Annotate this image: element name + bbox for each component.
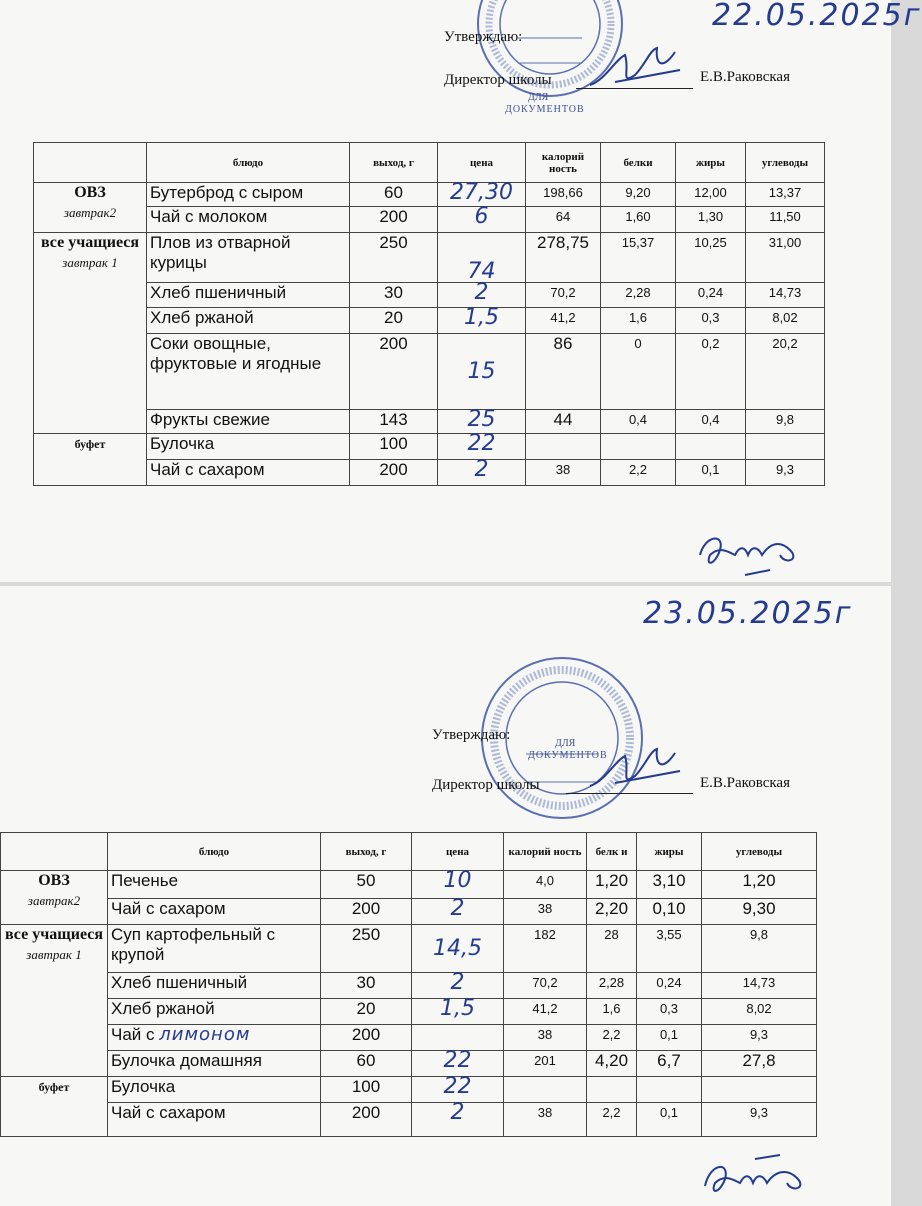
dish-price: 10	[412, 871, 504, 899]
dish-protein: 2,28	[601, 283, 676, 308]
dish-price: 1,5	[438, 308, 526, 334]
dish-out: 200	[321, 899, 412, 925]
director-name: Е.В.Раковская	[700, 775, 790, 791]
table-row	[1, 871, 817, 899]
dish-out: 30	[350, 283, 438, 308]
director-signature-icon	[585, 40, 685, 95]
dish-carbs: 20,2	[746, 334, 825, 410]
table-row	[34, 460, 825, 486]
dish-fat	[637, 1077, 702, 1103]
dish-name: Суп картофельный с крупой	[108, 925, 321, 973]
table-row	[1, 899, 817, 925]
dish-protein: 15,37	[601, 233, 676, 283]
dish-name: Хлеб пшеничный	[147, 283, 350, 308]
dish-fat: 0,1	[676, 460, 746, 486]
header-fat: жиры	[676, 143, 746, 183]
header-protein: белки	[601, 143, 676, 183]
dish-protein	[587, 1077, 637, 1103]
dish-carbs: 11,50	[746, 207, 825, 233]
dish-name: Хлеб ржаной	[108, 999, 321, 1025]
group-ovz: ОВЗ завтрак2	[1, 871, 108, 925]
dish-fat: 0,3	[637, 999, 702, 1025]
dish-price: 2	[412, 899, 504, 925]
dish-price: 2	[412, 973, 504, 999]
dish-price: 22	[412, 1077, 504, 1103]
header-group	[1, 833, 108, 871]
dish-fat: 1,30	[676, 207, 746, 233]
dish-kcal	[504, 1077, 587, 1103]
group-buffet: буфет	[1, 1077, 108, 1137]
dish-protein: 0,4	[601, 410, 676, 434]
header-out: выход, г	[350, 143, 438, 183]
menu-sheet-day1	[0, 0, 922, 582]
dish-name: Хлеб ржаной	[147, 308, 350, 334]
dish-fat: 0,4	[676, 410, 746, 434]
dish-out: 60	[321, 1051, 412, 1077]
table-row	[1, 999, 817, 1025]
director-signature-icon	[585, 741, 685, 796]
dish-kcal: 201	[504, 1051, 587, 1077]
dish-name: Бутерброд с сыром	[147, 183, 350, 207]
dish-fat: 0,24	[637, 973, 702, 999]
table-row	[34, 283, 825, 308]
handwritten-dish-addition: лимоном	[159, 1024, 251, 1045]
dish-kcal: 41,2	[504, 999, 587, 1025]
table-row	[34, 434, 825, 460]
dish-out: 50	[321, 871, 412, 899]
group-ovz: ОВЗ завтрак2	[34, 183, 147, 233]
dish-carbs: 13,37	[746, 183, 825, 207]
dish-kcal: 278,75	[526, 233, 601, 283]
dish-out: 200	[350, 460, 438, 486]
dish-name: Печенье	[108, 871, 321, 899]
dish-out: 100	[321, 1077, 412, 1103]
dish-kcal: 86	[526, 334, 601, 410]
table-row	[1, 1051, 817, 1077]
handwritten-date: 23.05.2025г	[643, 596, 853, 631]
dish-carbs	[746, 434, 825, 460]
footer-signature-icon	[695, 1151, 825, 1206]
header-kcal: калорий ность	[526, 143, 601, 183]
dish-price: 27,30	[438, 183, 526, 207]
dish-fat: 3,10	[637, 871, 702, 899]
header-group	[34, 143, 147, 183]
dish-price: 14,5	[412, 925, 504, 973]
dish-kcal: 38	[504, 1103, 587, 1137]
dish-fat: 3,55	[637, 925, 702, 973]
dish-name: Чай с сахаром	[108, 899, 321, 925]
dish-out: 30	[321, 973, 412, 999]
header-dish: блюдо	[147, 143, 350, 183]
approval-label: Утверждаю:	[432, 727, 511, 743]
dish-out: 250	[321, 925, 412, 973]
dish-name: Булочка	[108, 1077, 321, 1103]
dish-out: 60	[350, 183, 438, 207]
table-row	[34, 233, 825, 283]
dish-protein: 2,20	[587, 899, 637, 925]
dish-protein: 2,28	[587, 973, 637, 999]
table-row	[34, 410, 825, 434]
header-protein: белк и	[587, 833, 637, 871]
dish-kcal: 198,66	[526, 183, 601, 207]
dish-protein: 1,6	[601, 308, 676, 334]
dish-protein: 0	[601, 334, 676, 410]
stamp-text-1: ДЛЯ	[555, 738, 576, 749]
dish-carbs: 9,8	[746, 410, 825, 434]
handwritten-date: 22.05.2025г	[712, 0, 922, 33]
menu-table-day1	[33, 142, 825, 486]
dish-out: 143	[350, 410, 438, 434]
dish-price: 6	[438, 207, 526, 233]
dish-protein: 1,60	[601, 207, 676, 233]
dish-out: 100	[350, 434, 438, 460]
dish-protein: 1,20	[587, 871, 637, 899]
dish-name: Булочка	[147, 434, 350, 460]
header-dish: блюдо	[108, 833, 321, 871]
dish-name: Булочка домашняя	[108, 1051, 321, 1077]
dish-out: 20	[350, 308, 438, 334]
dish-kcal: 70,2	[526, 283, 601, 308]
dish-price: 15	[438, 334, 526, 410]
group-all-students: все учащиеся завтрак 1	[1, 925, 108, 1077]
dish-kcal: 38	[504, 1025, 587, 1051]
dish-price: 2	[438, 283, 526, 308]
dish-name: Чай с лимоном	[108, 1025, 321, 1051]
footer-signature-icon	[690, 525, 810, 580]
dish-kcal	[526, 434, 601, 460]
dish-carbs: 9,3	[702, 1025, 817, 1051]
group-all-students: все учащиеся завтрак 1	[34, 233, 147, 434]
dish-out: 20	[321, 999, 412, 1025]
dish-carbs: 27,8	[702, 1051, 817, 1077]
dish-out: 200	[321, 1103, 412, 1137]
dish-kcal: 38	[526, 460, 601, 486]
table-row	[1, 1025, 817, 1051]
dish-protein: 4,20	[587, 1051, 637, 1077]
dish-kcal: 70,2	[504, 973, 587, 999]
dish-price: 1,5	[412, 999, 504, 1025]
header-price: цена	[412, 833, 504, 871]
dish-out: 200	[321, 1025, 412, 1051]
dish-price: 2	[438, 460, 526, 486]
dish-kcal: 38	[504, 899, 587, 925]
dish-carbs	[702, 1077, 817, 1103]
dish-price: 22	[412, 1051, 504, 1077]
stamp-text-1: ДЛЯ	[528, 92, 549, 103]
dish-carbs: 9,30	[702, 899, 817, 925]
dish-fat: 0,3	[676, 308, 746, 334]
dish-carbs: 9,3	[702, 1103, 817, 1137]
dish-name: Плов из отварной курицы	[147, 233, 350, 283]
header-price: цена	[438, 143, 526, 183]
dish-name: Соки овощные, фруктовые и ягодные	[147, 334, 350, 410]
dish-price: 2	[412, 1103, 504, 1137]
dish-name: Чай с молоком	[147, 207, 350, 233]
dish-carbs: 31,00	[746, 233, 825, 283]
dish-kcal: 4,0	[504, 871, 587, 899]
dish-fat: 0,1	[637, 1103, 702, 1137]
dish-protein: 28	[587, 925, 637, 973]
dish-price: 25	[438, 410, 526, 434]
dish-carbs: 14,73	[746, 283, 825, 308]
dish-fat: 0,10	[637, 899, 702, 925]
dish-kcal: 41,2	[526, 308, 601, 334]
dish-out: 200	[350, 207, 438, 233]
table-row	[1, 925, 817, 973]
dish-price	[412, 1025, 504, 1051]
dish-protein: 9,20	[601, 183, 676, 207]
table-row	[34, 207, 825, 233]
dish-price: 74	[438, 233, 526, 283]
dish-fat: 0,1	[637, 1025, 702, 1051]
dish-name: Хлеб пшеничный	[108, 973, 321, 999]
header-out: выход, г	[321, 833, 412, 871]
director-name: Е.В.Раковская	[700, 69, 790, 85]
header-fat: жиры	[637, 833, 702, 871]
dish-protein: 1,6	[587, 999, 637, 1025]
dish-protein	[601, 434, 676, 460]
dish-out: 200	[350, 334, 438, 410]
stamp-text-2: ДОКУМЕНТОВ	[528, 750, 608, 761]
menu-sheet-day2	[0, 586, 891, 1206]
dish-carbs: 14,73	[702, 973, 817, 999]
table-row	[34, 308, 825, 334]
dish-protein: 2,2	[587, 1025, 637, 1051]
menu-table-day2	[0, 832, 817, 1137]
dish-fat: 0,2	[676, 334, 746, 410]
dish-carbs: 8,02	[702, 999, 817, 1025]
stamp-text-2: ДОКУМЕНТОВ	[505, 104, 585, 115]
dish-name: Фрукты свежие	[147, 410, 350, 434]
dish-protein: 2,2	[587, 1103, 637, 1137]
dish-fat: 0,24	[676, 283, 746, 308]
director-label: Директор школы	[432, 777, 540, 793]
table-row	[1, 1103, 817, 1137]
group-buffet: буфет	[34, 434, 147, 486]
dish-carbs: 9,3	[746, 460, 825, 486]
approval-label: Утверждаю:	[444, 29, 523, 45]
dish-protein: 2,2	[601, 460, 676, 486]
dish-name: Чай с сахаром	[147, 460, 350, 486]
dish-fat: 6,7	[637, 1051, 702, 1077]
dish-fat: 10,25	[676, 233, 746, 283]
dish-kcal: 64	[526, 207, 601, 233]
table-row	[34, 334, 825, 410]
dish-carbs: 9,8	[702, 925, 817, 973]
dish-carbs: 8,02	[746, 308, 825, 334]
header-carbs: углеводы	[702, 833, 817, 871]
dish-price: 22	[438, 434, 526, 460]
dish-kcal: 44	[526, 410, 601, 434]
table-row	[34, 183, 825, 207]
dish-name: Чай с сахаром	[108, 1103, 321, 1137]
header-kcal: калорий ность	[504, 833, 587, 871]
director-label: Директор школы	[444, 72, 552, 88]
dish-fat	[676, 434, 746, 460]
dish-kcal: 182	[504, 925, 587, 973]
dish-carbs: 1,20	[702, 871, 817, 899]
dish-fat: 12,00	[676, 183, 746, 207]
table-row	[1, 1077, 817, 1103]
dish-out: 250	[350, 233, 438, 283]
table-row	[1, 973, 817, 999]
header-carbs: углеводы	[746, 143, 825, 183]
